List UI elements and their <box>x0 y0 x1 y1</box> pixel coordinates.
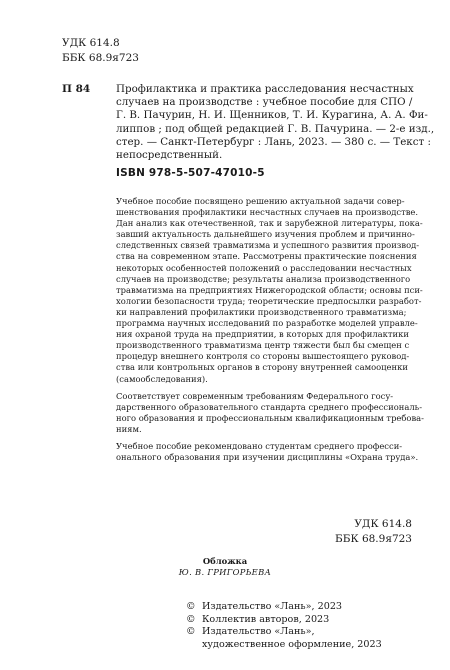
biblio-line: непосредственный. <box>116 149 223 162</box>
annotation-line: шенствования профилактики несчастных случаев на производстве. <box>116 207 419 218</box>
cover-designer: Ю. В. ГРИГОРЬЕВА <box>178 567 272 577</box>
copyright-icon: © <box>186 601 196 612</box>
cover-label: Обложка <box>202 556 248 566</box>
annotation <box>116 196 425 463</box>
biblio-line: липпов ; под общей редакцией Г. В. Пачурина. — 2-е изд., <box>116 122 435 135</box>
bbk-code: ББК 68.9я723 <box>335 533 412 545</box>
copyright-line <box>186 614 382 627</box>
udk-bbk-bottom <box>335 517 412 547</box>
annotation-line: процедур внешнего контроля со стороны вышестоящего руковод- <box>116 351 410 362</box>
annotation-line: ниям. <box>116 423 142 434</box>
isbn: ISBN 978-5-507-47010-5 <box>116 167 265 179</box>
annotation-line: хологии безопасности труда; теоретические предпосылки разработ- <box>116 295 422 306</box>
udk-code: УДК 614.8 <box>354 518 412 530</box>
copyright-icon: © <box>186 613 196 625</box>
copyright-text: Издательство «Лань», 2023 <box>202 601 343 612</box>
copyright-block <box>186 601 382 651</box>
copyright-line <box>186 626 382 639</box>
biblio-line: Профилактика и практика расследования несчастных <box>116 83 414 95</box>
annotation-line: случаев на производстве; результаты анализа производственного <box>116 273 411 284</box>
annotation-line: ки направлений профилактики производственного травматизма; <box>116 306 407 317</box>
call-number: П 84 <box>62 83 91 95</box>
copyright-text: Издательство «Лань», <box>202 626 315 638</box>
bibliographic-description <box>116 83 435 162</box>
biblio-line: стер. — Санкт-Петербург : Лань, 2023. — 380 с. — Текст : <box>116 135 431 148</box>
annotation-line: ства или контрольных органов в сторону внутренней самооценки <box>116 362 408 373</box>
annotation-line: травматизма на предприятиях Нижегородской области; основы пси- <box>116 284 423 295</box>
annotation-line: ства на современном этапе. Рассмотрены практические пояснения <box>116 251 417 262</box>
annotation-line: Дан анализ как отечественной, так и зарубежной литературы, пока- <box>116 218 423 229</box>
annotation-line: (самообследования). <box>116 373 208 384</box>
annotation-line: программа научных исследований по разработке моделей управле- <box>116 318 418 329</box>
annotation-line: производственного травматизма центр тяжести был бы смещен с <box>116 340 410 351</box>
copyright-icon: © <box>186 626 196 638</box>
biblio-line: случаев на производстве : учебное пособие для СПО / <box>116 96 413 109</box>
udk-bbk-top <box>62 36 139 66</box>
copyright-line <box>186 601 382 614</box>
annotation-line: дарственного образовательного стандарта среднего профессиональ- <box>116 401 423 412</box>
annotation-line: Учебное пособие рекомендовано студентам среднего професси- <box>116 440 403 451</box>
annotation-line: завший актуальность дальнейшего изучения проблем и причинно- <box>116 229 415 240</box>
copyright-line <box>186 639 382 652</box>
annotation-line: ния охраной труда на предприятии, в которых для профилактики <box>116 329 409 340</box>
biblio-line: Г. В. Пачурин, Н. И. Щенников, Т. И. Курагина, А. А. Фи- <box>116 109 428 122</box>
copyright-text: Коллектив авторов, 2023 <box>202 613 330 625</box>
annotation-line: следственных связей травматизма и успешного развития производ- <box>116 240 420 251</box>
copyright-text: художественное оформление, 2023 <box>202 638 382 650</box>
annotation-line: некоторых особенностей положений о расследовании несчастных <box>116 262 412 273</box>
udk-code: УДК 614.8 <box>62 37 120 49</box>
bbk-code: ББК 68.9я723 <box>62 52 139 64</box>
annotation-line: ного образования и профессиональным квалификационным требова- <box>116 412 425 423</box>
annotation-line: Учебное пособие посвящено решению актуальной задачи совер- <box>116 196 405 206</box>
annotation-line: онального образования при изучении дисциплины «Охрана труда». <box>116 452 419 463</box>
cover-credit <box>0 556 450 578</box>
annotation-line: Соответствует современным требованиям Федерального госу- <box>116 390 394 401</box>
